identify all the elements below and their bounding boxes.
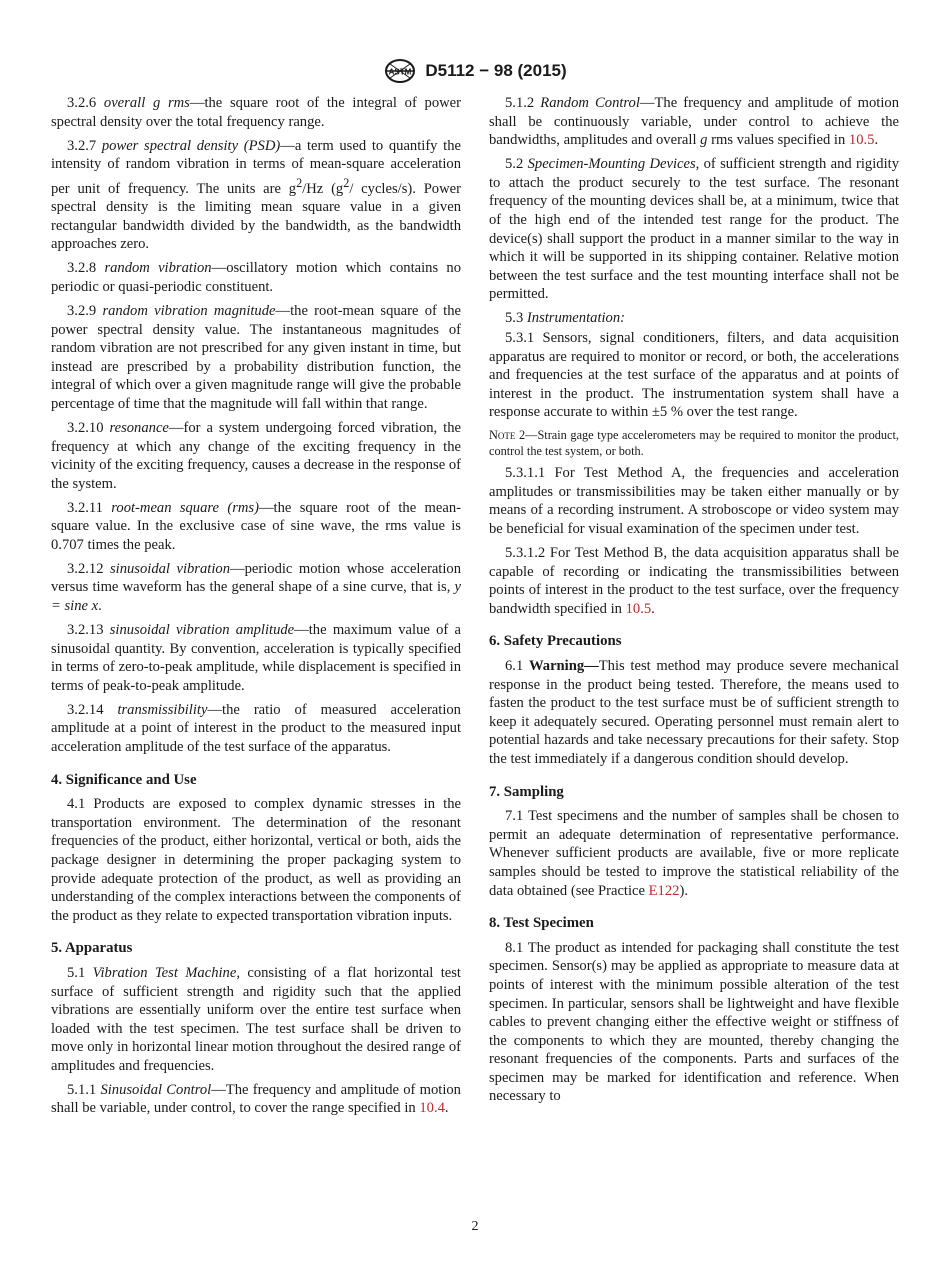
para-3-2-6: 3.2.6 overall g rms—the square root of the integral of power spectral density over the total frequency range. [51,95,461,130]
para-5-3-1-1: 5.3.1.1 For Test Method A, the frequencies and acceleration amplitudes or transmissibilities may be taken either manually or by means of a recording instrument. A stroboscope or video system may be beneficial for visual examination of the specimen under test. [489,465,899,538]
para-5-3: 5.3 Instrumentation: [505,310,626,327]
section-heading-sampling: 7. Sampling [489,783,564,800]
section-heading-significance: 4. Significance and Use [51,771,197,788]
link-10-5-b[interactable]: 10.5 [625,600,652,617]
link-10-4[interactable]: 10.4 [419,1100,445,1117]
standard-designation: D5112 − 98 (2015) [425,61,567,80]
para-3-2-10: 3.2.10 resonance—for a system undergoing forced vibration, the frequency at which any change of the exciting frequency in the vicinity of the exciting frequency, causes a decrease in the response of the system. [51,419,461,492]
link-10-5[interactable]: 10.5 [848,132,875,149]
para-3-2-8: 3.2.8 random vibration—oscillatory motion which contains no periodic or quasi-periodic constituent. [51,260,461,295]
para-5-1: 5.1 Vibration Test Machine, consisting of a flat horizontal test surface of sufficient strength and rigidity such that the applied vibrations are essentially uniform over the entire test surface when loaded with the test specimen. The test surface shall be driven to move only in horizontal linear motion throughout the desired range of amplitudes and frequencies. [51,964,461,1074]
right-column [489,94,899,1111]
para-3-2-13: 3.2.13 sinusoidal vibration amplitude—the maximum value of a sinusoidal quantity. By convention, acceleration is typically specified in terms of zero-to-peak amplitude, while displacement is specified in terms of peak-to-peak amplitude. [51,622,461,694]
svg-text:ASTM: ASTM [389,67,412,77]
astm-logo-icon [383,58,417,84]
section-heading-safety: 6. Safety Precautions [489,633,622,650]
para-8-1: 8.1 The product as intended for packaging shall constitute the test specimen. Sensor(s) may be applied as appropriate to measure data at points of interest with the minimum possible alteration of the test specimen. In particular, sensors shall be lightweight and have flexible cables to prevent changing either the effective weight or stiffness of the components to which they are mounted, thereby changing the resonant frequencies of the components. Parts and surfaces of the specimen may be marked for identification and reference. When necessary to [489,939,899,1105]
para-3-2-7: 3.2.7 power spectral density (PSD)—a term used to quantify the intensity of random vibration in terms of mean-square acceleration per unit of frequency. The units are $g^2/Hz$ ($g^2/$ cycles/s). Power spectral density is the limiting mean square value in a given rectangular bandwidth divided by the bandwidth, as the bandwidth approaches zero. [51,137,461,253]
para-5-3-1-2: 5.3.1.2 For Test Method B, the data acquisition apparatus shall be capable of recording or indicating the transmissibilities between points of interest in the product to the test surface, over the frequency bandwidth specified in 10.5. [489,545,899,617]
section-heading-test-specimen: 8. Test Specimen [489,915,594,932]
left-column [51,94,461,1123]
para-7-1: 7.1 Test specimens and the number of samples shall be chosen to permit an adequate determination of representative performance. Whenever sufficient products are available, five or more replicate samples should be tested to improve the statistical reliability of the data obtained (see Practice E122). [489,808,899,899]
para-3-2-9: 3.2.9 random vibration magnitude—the root-mean square of the power spectral density value. The instantaneous magnitudes of random vibration are not prescribed for any given instant in time, but instead are prescribed by a probability distribution function, the integral of which over a given magnitude range will give the probable percentage of time that the magnitude will fall within that range. [51,302,461,412]
para-3-2-14: 3.2.14 transmissibility—the ratio of measured acceleration amplitude at a point of interest in the product to the measured input acceleration amplitude of the test surface of the apparatus. [51,701,461,755]
section-heading-apparatus: 5. Apparatus [51,940,133,957]
para-3-2-11: 3.2.11 root-mean square (rms)—the square root of the mean-square value. In the exclusive case of sine wave, the rms value is 0.707 times the peak. [51,499,461,553]
para-5-1-2: 5.1.2 Random Control—The frequency and amplitude of motion shall be continuously variable, under control to achieve the bandwidths, amplitudes and overall g rms values specified in 10.5. [489,95,899,149]
page-number: 2 [471,1219,479,1234]
note-2: Note 2—Strain gage type accelerometers may be required to monitor the product, control the test system, or both. [489,428,899,459]
page-header [0,56,950,86]
link-e122[interactable]: E122 [648,882,680,899]
para-4-1: 4.1 Products are exposed to complex dynamic stresses in the transportation environment. The determination of the resonant frequencies of the product, either horizontal, vertical or both, aids the package designer in determining the proper packaging system to provide adequate protection of the product, as well as providing an understanding of the complex interactions between the components of the product as they relate to expected transportation vibration inputs. [51,796,461,924]
para-6-1: 6.1 Warning—This test method may produce severe mechanical response in the product being tested. Therefore, the means used to fasten the product to the test surface must be of sufficient strength to keep it adequately secured. Operating personnel must remain alert to potential hazards and take necessary precautions for their safety. Stop the test immediately if a dangerous condition should develop. [489,658,899,767]
para-3-2-12: 3.2.12 sinusoidal vibration—periodic motion whose acceleration versus time waveform has the general shape of a sine curve, that is, y = sine x. [51,560,461,615]
para-5-2: 5.2 Specimen-Mounting Devices, of sufficient strength and rigidity to attach the product securely to the test surface. The resonant frequency of the mounting devices shall be, at a minimum, twice that of the high end of the intended test range for the product. The device(s) shall support the product in a manner similar to the way in which it will be supported in its shipping container. Relative motion between the test surface and the test mounting interface shall not be permitted. [489,156,899,303]
para-5-1-1: 5.1.1 Sinusoidal Control—The frequency and amplitude of motion shall be variable, under control, to cover the range specified in 10.4. [51,1081,461,1117]
para-5-3-1: 5.3.1 Sensors, signal conditioners, filters, and data acquisition apparatus are required to monitor or record, or both, the accelerations and frequencies at the test surface of the apparatus and at points of interest in the product. The instrumentation system shall have a response accurate to within ±5 % over the test range. [489,329,900,421]
